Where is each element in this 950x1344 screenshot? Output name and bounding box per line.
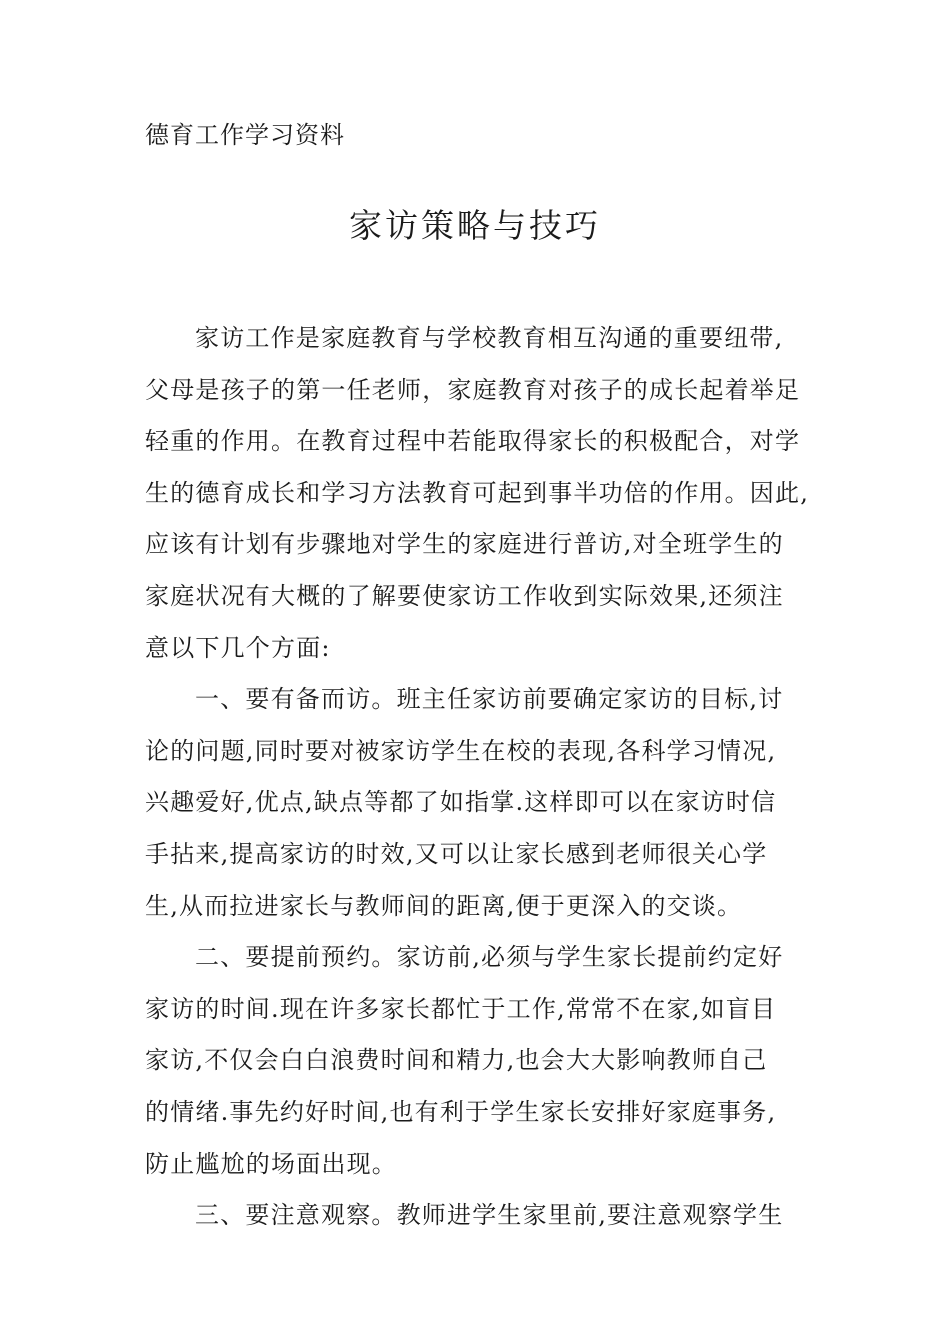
body-text bbox=[145, 313, 810, 1242]
document-title: 家访策略与技巧 bbox=[349, 206, 601, 245]
paragraph-two-line-1: 二、要提前预约。家访前,必须与学生家长提前约定好 bbox=[195, 943, 784, 972]
paragraph-one-line-1: 一、要有备而访。班主任家访前要确定家访的目标,讨 bbox=[195, 685, 784, 714]
paragraph-intro-line-7: 意以下几个方面: bbox=[145, 633, 331, 662]
paragraph-one-line-2: 论的问题,同时要对被家访学生在校的表现,各科学习情况, bbox=[145, 736, 777, 765]
paragraph-intro-line-4: 生的德育成长和学习方法教育可起到事半功倍的作用。因此, bbox=[145, 478, 810, 507]
paragraph-two-line-5: 防止尴尬的场面出现。 bbox=[145, 1149, 397, 1178]
paragraph-two-line-4: 的情绪.事先约好时间,也有利于学生家长安排好家庭事务, bbox=[145, 1097, 777, 1126]
paragraph-one-line-4: 手拈来,提高家访的时效,又可以让家长感到老师很关心学 bbox=[145, 839, 768, 868]
header-label: 德育工作学习资料 bbox=[145, 121, 345, 149]
paragraph-one-line-3: 兴趣爱好,优点,缺点等都了如指掌.这样即可以在家访时信 bbox=[145, 788, 777, 817]
paragraph-intro-line-1: 家访工作是家庭教育与学校教育相互沟通的重要纽带, bbox=[195, 324, 784, 352]
paragraph-two-line-3: 家访,不仅会白白浪费时间和精力,也会大大影响教师自己 bbox=[145, 1046, 768, 1075]
paragraph-intro-line-5: 应该有计划有步骤地对学生的家庭进行普访,对全班学生的 bbox=[145, 530, 784, 559]
paragraph-one-line-5: 生,从而拉进家长与教师间的距离,便于更深入的交谈。 bbox=[145, 891, 743, 920]
paragraph-intro-line-3: 轻重的作用。在教育过程中若能取得家长的积极配合，对学 bbox=[145, 427, 801, 456]
paragraph-intro-line-2: 父母是孩子的第一任老师，家庭教育对孩子的成长起着举足 bbox=[145, 375, 801, 404]
paragraph-intro-line-6: 家庭状况有大概的了解要使家访工作收到实际效果,还须注 bbox=[145, 581, 784, 610]
paragraph-three-line-1: 三、要注意观察。教师进学生家里前,要注意观察学生 bbox=[195, 1201, 784, 1230]
paragraph-two-line-2: 家访的时间.现在许多家长都忙于工作,常常不在家,如盲目 bbox=[145, 994, 777, 1023]
